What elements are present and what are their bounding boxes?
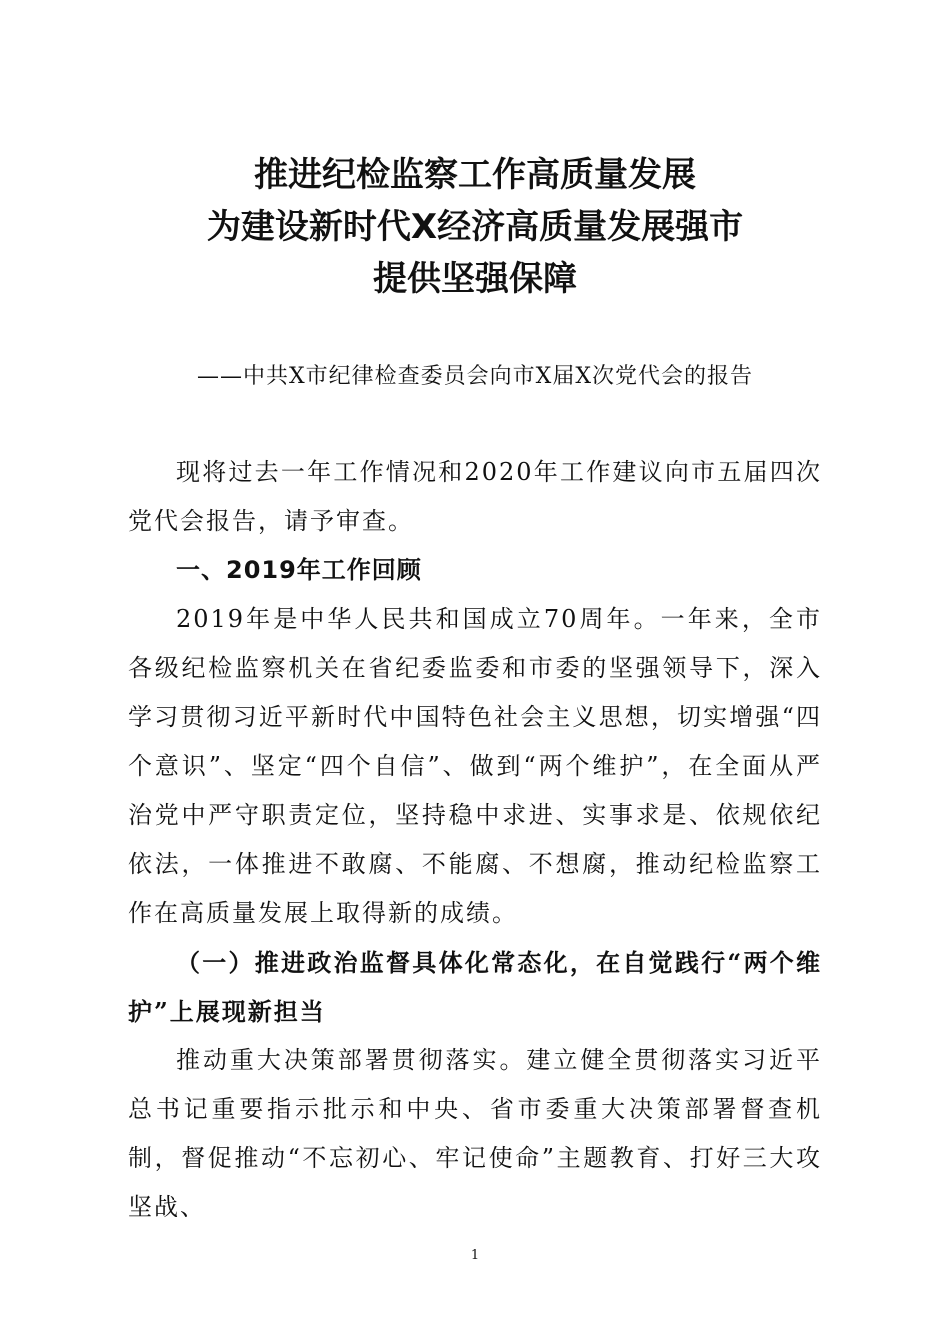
page-number: 1 bbox=[470, 1248, 480, 1263]
section-heading: 一、2019年工作回顾 bbox=[176, 556, 422, 584]
title-line-1: 推进纪检监察工作高质量发展 bbox=[254, 155, 696, 195]
paragraph-decisions: 推动重大决策部署贯彻落实。建立健全贯彻落实习近平总书记重要指示批示和中央、省市委重大决策部署督查机制，督促推动“不忘初心、牢记使命”主题教育、打好三大攻坚战、 bbox=[128, 1046, 822, 1221]
paragraph-review: 2019年是中华人民共和国成立70周年。一年来，全市各级纪检监察机关在省纪委监委和市委的坚强领导下，深入学习贯彻习近平新时代中国特色社会主义思想，切实增强“四个意识”、坚定“四个自信”、做到“两个维护”，在全面从严治党中严守职责定位，坚持稳中求进、实事求是、依规依纪依法，一体推进不敢腐、不能腐、不想腐，推动纪检监察工作在高质量发展上取得新的成绩。 bbox=[128, 605, 822, 927]
document-subtitle: ——中共X市纪律检查委员会向市X届X次党代会的报告 bbox=[197, 364, 753, 389]
paragraph-intro: 现将过去一年工作情况和2020年工作建议向市五届四次党代会报告，请予审查。 bbox=[128, 458, 822, 535]
document-body bbox=[128, 448, 822, 1232]
title-line-3: 提供坚强保障 bbox=[373, 259, 577, 299]
subsection-heading: （一）推进政治监督具体化常态化，在自觉践行“两个维护”上展现新担当 bbox=[128, 948, 822, 1026]
document-title bbox=[0, 150, 950, 306]
title-line-2: 为建设新时代X经济高质量发展强市 bbox=[206, 207, 744, 247]
